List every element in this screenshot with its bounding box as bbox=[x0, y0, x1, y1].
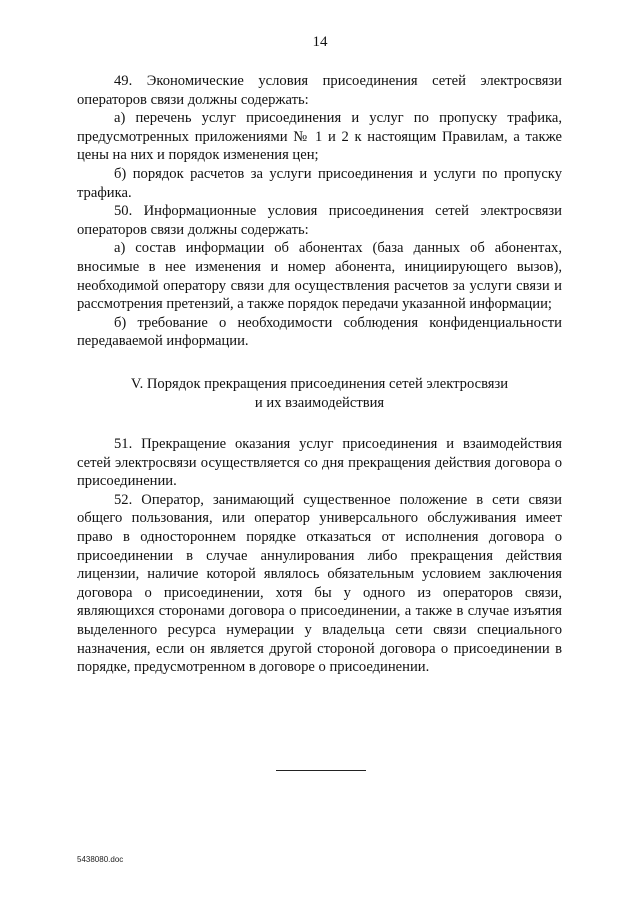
section-heading-line-2: и их взаимодействия bbox=[254, 394, 385, 411]
section-heading-line-1: V. Порядок прекращения присоединения сетей электросвязи bbox=[130, 375, 509, 392]
paragraph-51: 51. Прекращение оказания услуг присоединения и взаимодействия сетей электросвязи осуществляется со дня прекращения действия договора о присоединении. bbox=[77, 436, 562, 490]
paragraph-49-item-a: а) перечень услуг присоединения и услуг по пропуску трафика, предусмотренных приложениями № 1 и 2 к настоящим Правилам, а также цены на них и порядок изменения цен; bbox=[77, 110, 562, 164]
section-heading bbox=[77, 375, 562, 412]
paragraph-50-item-a: а) состав информации об абонентах (база данных об абонентах, вносимые в нее изменения и номер абонента, инициирующего вызов), необходимой оператору связи для осуществления расчетов за услуги связи и рассмотрения претензий, а также порядок передачи указанной информации; bbox=[77, 240, 562, 313]
paragraph-49-item-b: б) порядок расчетов за услуги присоединения и услуги по пропуску трафика. bbox=[77, 165, 562, 201]
document-body bbox=[77, 72, 562, 677]
paragraph-49-intro: 49. Экономические условия присоединения сетей электросвязи операторов связи должны содержать: bbox=[77, 73, 562, 108]
end-divider bbox=[276, 770, 366, 771]
paragraph-50-intro: 50. Информационные условия присоединения сетей электросвязи операторов связи должны содержать: bbox=[77, 203, 562, 238]
paragraph-52: 52. Оператор, занимающий существенное положение в сети связи общего пользования, или оператор универсального обслуживания имеет право в одностороннем порядке отказаться от исполнения договора о присоединении в случае аннулирования либо прекращения действия лицензии, наличие которой являлось обязательным условием заключения договора о присоединении, хотя бы у одного из операторов связи, являющихся сторонами договора о присоединении, а также в случае изъятия выделенного ресурса нумерации у владельца сети связи специального назначения, если он является другой стороной договора о присоединении в порядке, предусмотренном в договоре о присоединении. bbox=[77, 491, 562, 676]
paragraph-50-item-b: б) требование о необходимости соблюдения конфиденциальности передаваемой информации. bbox=[77, 314, 562, 350]
footer-filename: 5438080.doc bbox=[77, 855, 124, 864]
page-number: 14 bbox=[312, 34, 328, 50]
